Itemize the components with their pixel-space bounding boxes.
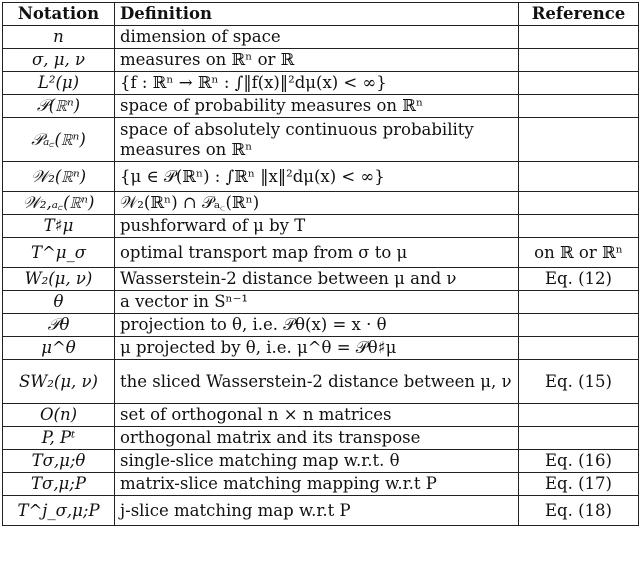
notation-cell: T♯μ (3, 215, 115, 238)
reference-cell (519, 404, 639, 427)
reference-cell (519, 314, 639, 337)
table-row (3, 95, 639, 118)
definition-cell: projection to θ, i.e. 𝒫θ(x) = x · θ (115, 314, 519, 337)
notation-cell: P, Pᵗ (3, 427, 115, 450)
reference-cell (519, 95, 639, 118)
table-row (3, 72, 639, 95)
reference-cell (519, 192, 639, 215)
notation-cell: Tσ,μ;θ (3, 450, 115, 473)
notation-cell: T^μ_σ (3, 238, 115, 268)
definition-cell: μ projected by θ, i.e. μ^θ = 𝒫θ♯μ (115, 337, 519, 360)
reference-cell: Eq. (16) (519, 450, 639, 473)
reference-cell (519, 162, 639, 192)
reference-cell: Eq. (18) (519, 496, 639, 526)
definition-cell: Wasserstein-2 distance between μ and ν (115, 268, 519, 291)
reference-cell (519, 291, 639, 314)
definition-cell: set of orthogonal n × n matrices (115, 404, 519, 427)
definition-cell: orthogonal matrix and its transpose (115, 427, 519, 450)
table-row (3, 215, 639, 238)
definition-cell: {μ ∈ 𝒫(ℝⁿ) : ∫ℝⁿ ‖x‖²dμ(x) < ∞} (115, 162, 519, 192)
table-row (3, 291, 639, 314)
notation-cell: O(n) (3, 404, 115, 427)
definition-cell: the sliced Wasserstein-2 distance between μ, ν (115, 360, 519, 404)
table-header-row (3, 3, 639, 26)
notation-cell: n (3, 26, 115, 49)
table-row (3, 238, 639, 268)
reference-column-header: Reference (519, 3, 639, 26)
definition-cell: j-slice matching map w.r.t P (115, 496, 519, 526)
definition-cell: single-slice matching map w.r.t. θ (115, 450, 519, 473)
reference-cell: Eq. (12) (519, 268, 639, 291)
notation-cell: 𝒲₂(ℝⁿ) (3, 162, 115, 192)
reference-cell: on ℝ or ℝⁿ (519, 238, 639, 268)
table-row (3, 268, 639, 291)
table-row (3, 473, 639, 496)
notation-cell: 𝒫θ (3, 314, 115, 337)
notation-cell: μ^θ (3, 337, 115, 360)
table-row (3, 427, 639, 450)
table-row (3, 162, 639, 192)
definition-cell: pushforward of μ by T (115, 215, 519, 238)
definition-cell: 𝒲₂(ℝⁿ) ∩ 𝒫ₐ꜀(ℝⁿ) (115, 192, 519, 215)
reference-cell: Eq. (15) (519, 360, 639, 404)
definition-cell: dimension of space (115, 26, 519, 49)
notation-cell: 𝒫(ℝⁿ) (3, 95, 115, 118)
notation-cell: θ (3, 291, 115, 314)
definition-cell: measures on ℝⁿ or ℝ (115, 49, 519, 72)
reference-cell (519, 215, 639, 238)
table-row (3, 26, 639, 49)
notation-table (2, 2, 639, 526)
definition-cell: space of probability measures on ℝⁿ (115, 95, 519, 118)
definition-cell: matrix-slice matching mapping w.r.t P (115, 473, 519, 496)
table-row (3, 192, 639, 215)
notation-column-header: Notation (3, 3, 115, 26)
notation-cell: 𝒲₂,ₐ꜀(ℝⁿ) (3, 192, 115, 215)
reference-cell (519, 49, 639, 72)
notation-cell: SW₂(μ, ν) (3, 360, 115, 404)
reference-cell: Eq. (17) (519, 473, 639, 496)
table-row (3, 450, 639, 473)
reference-cell (519, 337, 639, 360)
definition-column-header: Definition (115, 3, 519, 26)
reference-cell (519, 72, 639, 95)
notation-cell: T^j_σ,μ;P (3, 496, 115, 526)
table-row (3, 314, 639, 337)
table-row (3, 118, 639, 162)
definition-cell: {f : ℝⁿ → ℝⁿ : ∫‖f(x)‖²dμ(x) < ∞} (115, 72, 519, 95)
table-row (3, 49, 639, 72)
reference-cell (519, 427, 639, 450)
table-row (3, 496, 639, 526)
reference-cell (519, 26, 639, 49)
table-row (3, 360, 639, 404)
reference-cell (519, 118, 639, 162)
definition-cell: space of absolutely continuous probability measures on ℝⁿ (115, 118, 519, 162)
definition-cell: optimal transport map from σ to μ (115, 238, 519, 268)
table-row (3, 404, 639, 427)
notation-cell: Tσ,μ;P (3, 473, 115, 496)
definition-cell: a vector in Sⁿ⁻¹ (115, 291, 519, 314)
notation-cell: W₂(μ, ν) (3, 268, 115, 291)
notation-cell: 𝒫ₐ꜀(ℝⁿ) (3, 118, 115, 162)
notation-cell: L²(μ) (3, 72, 115, 95)
notation-cell: σ, μ, ν (3, 49, 115, 72)
table-row (3, 337, 639, 360)
